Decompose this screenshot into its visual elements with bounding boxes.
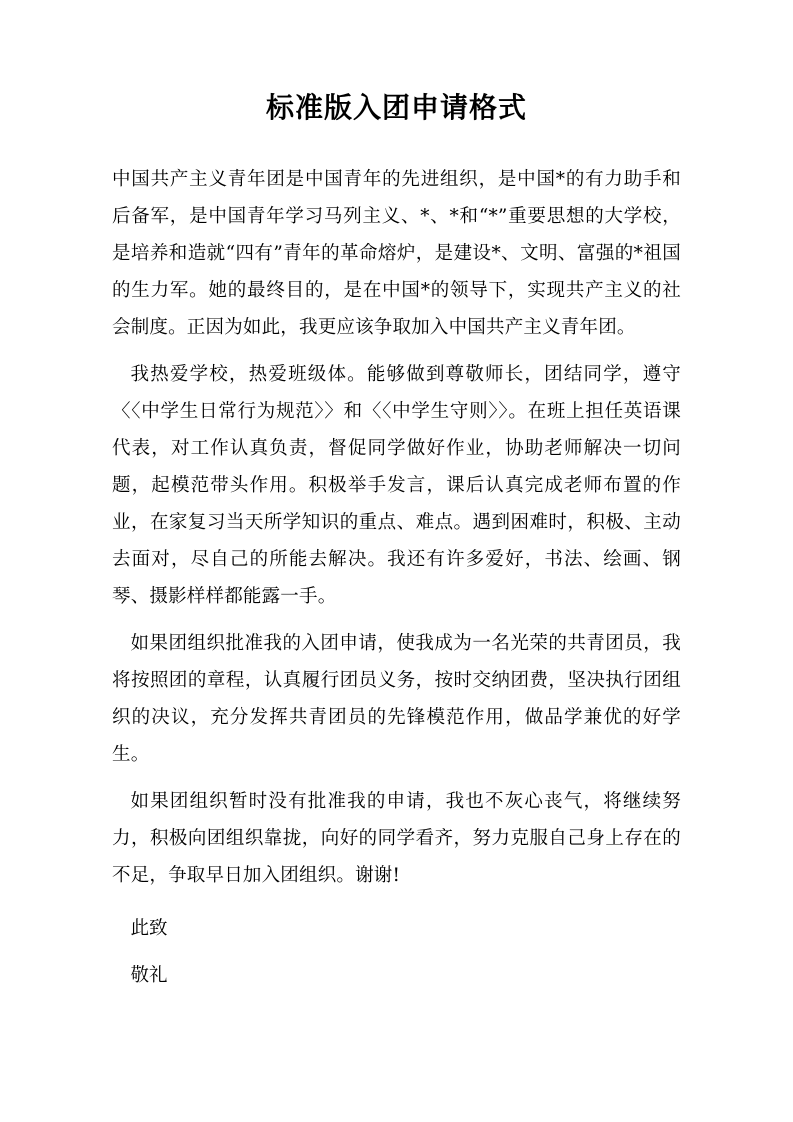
body-paragraph-3: 如果团组织批准我的入团申请，使我成为一名光荣的共青团员，我将按照团的章程，认真履行团员义务，按时交纳团费，坚决执行团组织的决议，充分发挥共青团员的先锋模范作用，做品学兼优的好学生。 [112, 633, 681, 766]
body-paragraph-2: 我热爱学校，热爱班级体。能够做到尊敬师长，团结同学，遵守〈〈中学生日常行为规范〉〉和〈〈中学生守则〉〉。在班上担任英语课代表，对工作认真负责，督促同学做好作业，协助老师解决一切问题，起模范带头作用。积极举手发言，课后认真完成老师布置的作业，在家复习当天所学知识的重点、难点。遇到困难时，积极、主动去面对，尽自己的所能去解决。我还有许多爱好，书法、绘画、钢琴、摄影样样都能露一手。 [112, 364, 681, 608]
closing-line-1: 此致 [130, 918, 168, 940]
closing-line-2: 敬礼 [130, 965, 168, 987]
body-paragraph-1: 中国共产主义青年团是中国青年的先进组织，是中国*的有力助手和后备军，是中国青年学习马列主义、*、*和“*”重要思想的大学校，是培养和造就“四有”青年的革命熔炉，是建设*、文明、富强的*祖国的生力军。她的最终目的，是在中国*的领导下，实现共产主义的社会制度。正因为如此，我更应该争取加入中国共产主义青年团。 [112, 169, 681, 339]
page-title: 标准版入团申请格式 [265, 91, 527, 124]
body-paragraph-4: 如果团组织暂时没有批准我的申请，我也不灰心丧气，将继续努力，积极向团组织靠拢，向好的同学看齐，努力克服自己身上存在的不足，争取早日加入团组织。谢谢! [112, 791, 681, 887]
